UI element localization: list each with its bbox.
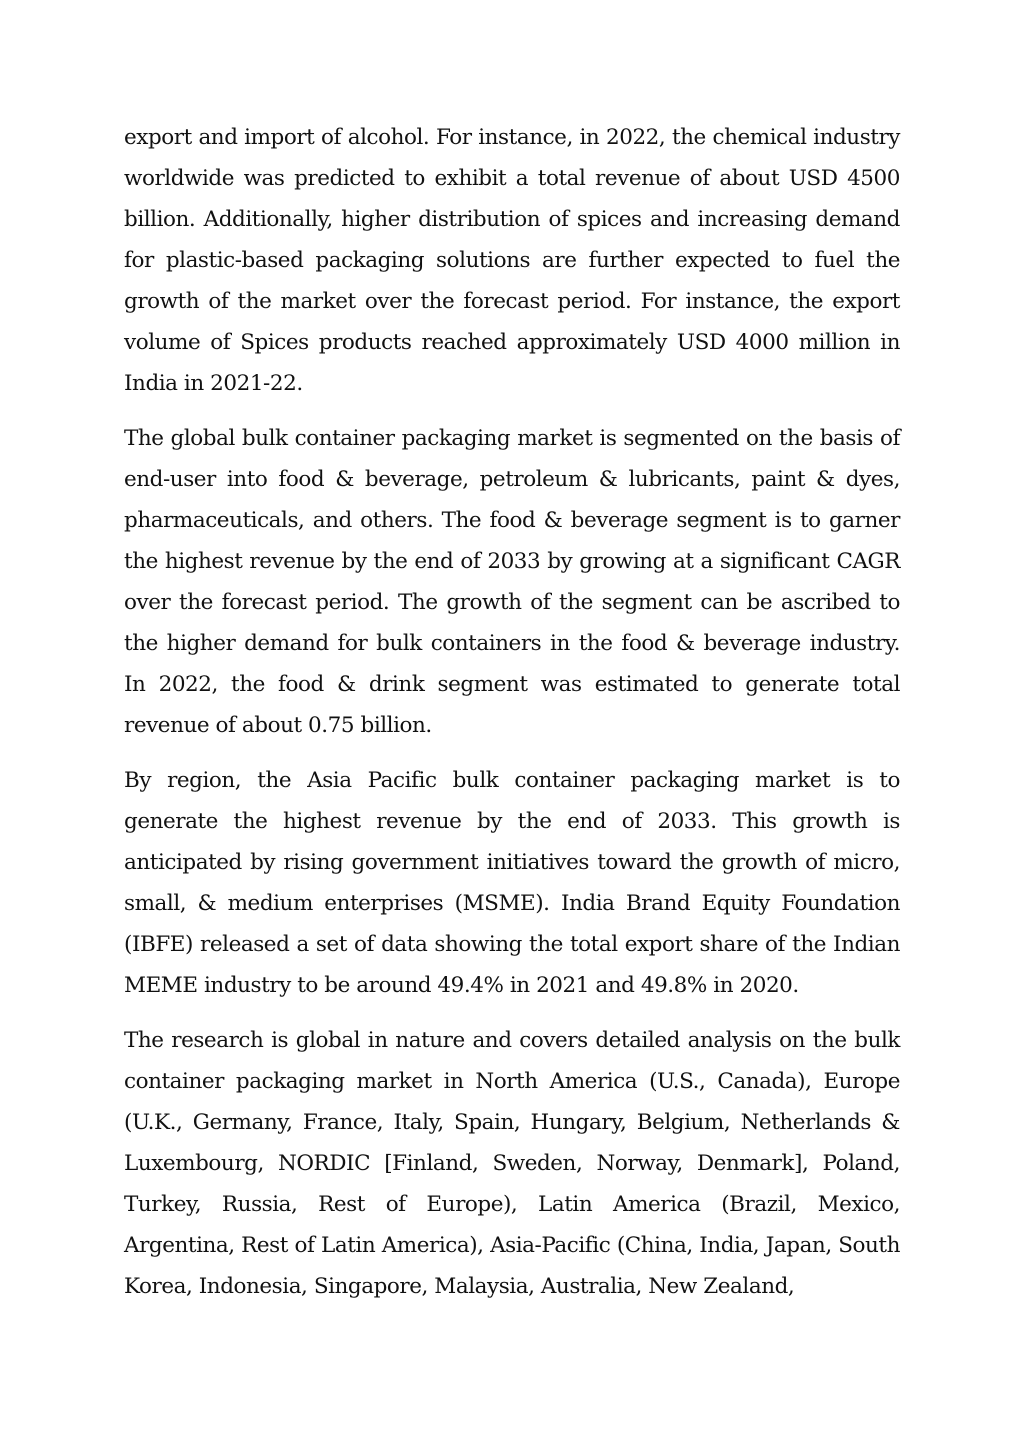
- paragraph-alcohol-chemical-spices: export and import of alcohol. For instance, in 2022, the chemical industry worldwide was predicted to exhibit a total revenue of about USD 4500 billion. Additionally, higher distribution of spices and increasing demand for plastic-based packaging solutions are further expected to fuel the growth of the market over the forecast period. For instance, the export volume of Spices products reached approximately USD 4000 million in India in 2021-22.: [124, 125, 900, 396]
- document-body: [124, 117, 900, 1321]
- paragraph-research-coverage: The research is global in nature and covers detailed analysis on the bulk container packaging market in North America (U.S., Canada), Europe (U.K., Germany, France, Italy, Spain, Hungary, Belgium, Netherlands & Luxembourg, NORDIC [Finland, Sweden, Norway, Denmark], Poland, Turkey, Russia, Rest of Europe), Latin America (Brazil, Mexico, Argentina, Rest of Latin America), Asia-Pacific (China, India, Japan, South Korea, Indonesia, Singapore, Malaysia, Australia, New Zealand,: [124, 1028, 900, 1299]
- paragraph-regional-asia-pacific: By region, the Asia Pacific bulk container packaging market is to generate the highest revenue by the end of 2033. This growth is anticipated by rising government initiatives toward the growth of micro, small, & medium enterprises (MSME). India Brand Equity Foundation (IBFE) released a set of data showing the total export share of the Indian MEME industry to be around 49.4% in 2021 and 49.8% in 2020.: [124, 768, 900, 998]
- paragraph-end-user-segmentation: The global bulk container packaging market is segmented on the basis of end-user into food & beverage, petroleum & lubricants, paint & dyes, pharmaceuticals, and others. The food & beverage segment is to garner the highest revenue by the end of 2033 by growing at a significant CAGR over the forecast period. The growth of the segment can be ascribed to the higher demand for bulk containers in the food & beverage industry. In 2022, the food & drink segment was estimated to generate total revenue of about 0.75 billion.: [124, 426, 900, 738]
